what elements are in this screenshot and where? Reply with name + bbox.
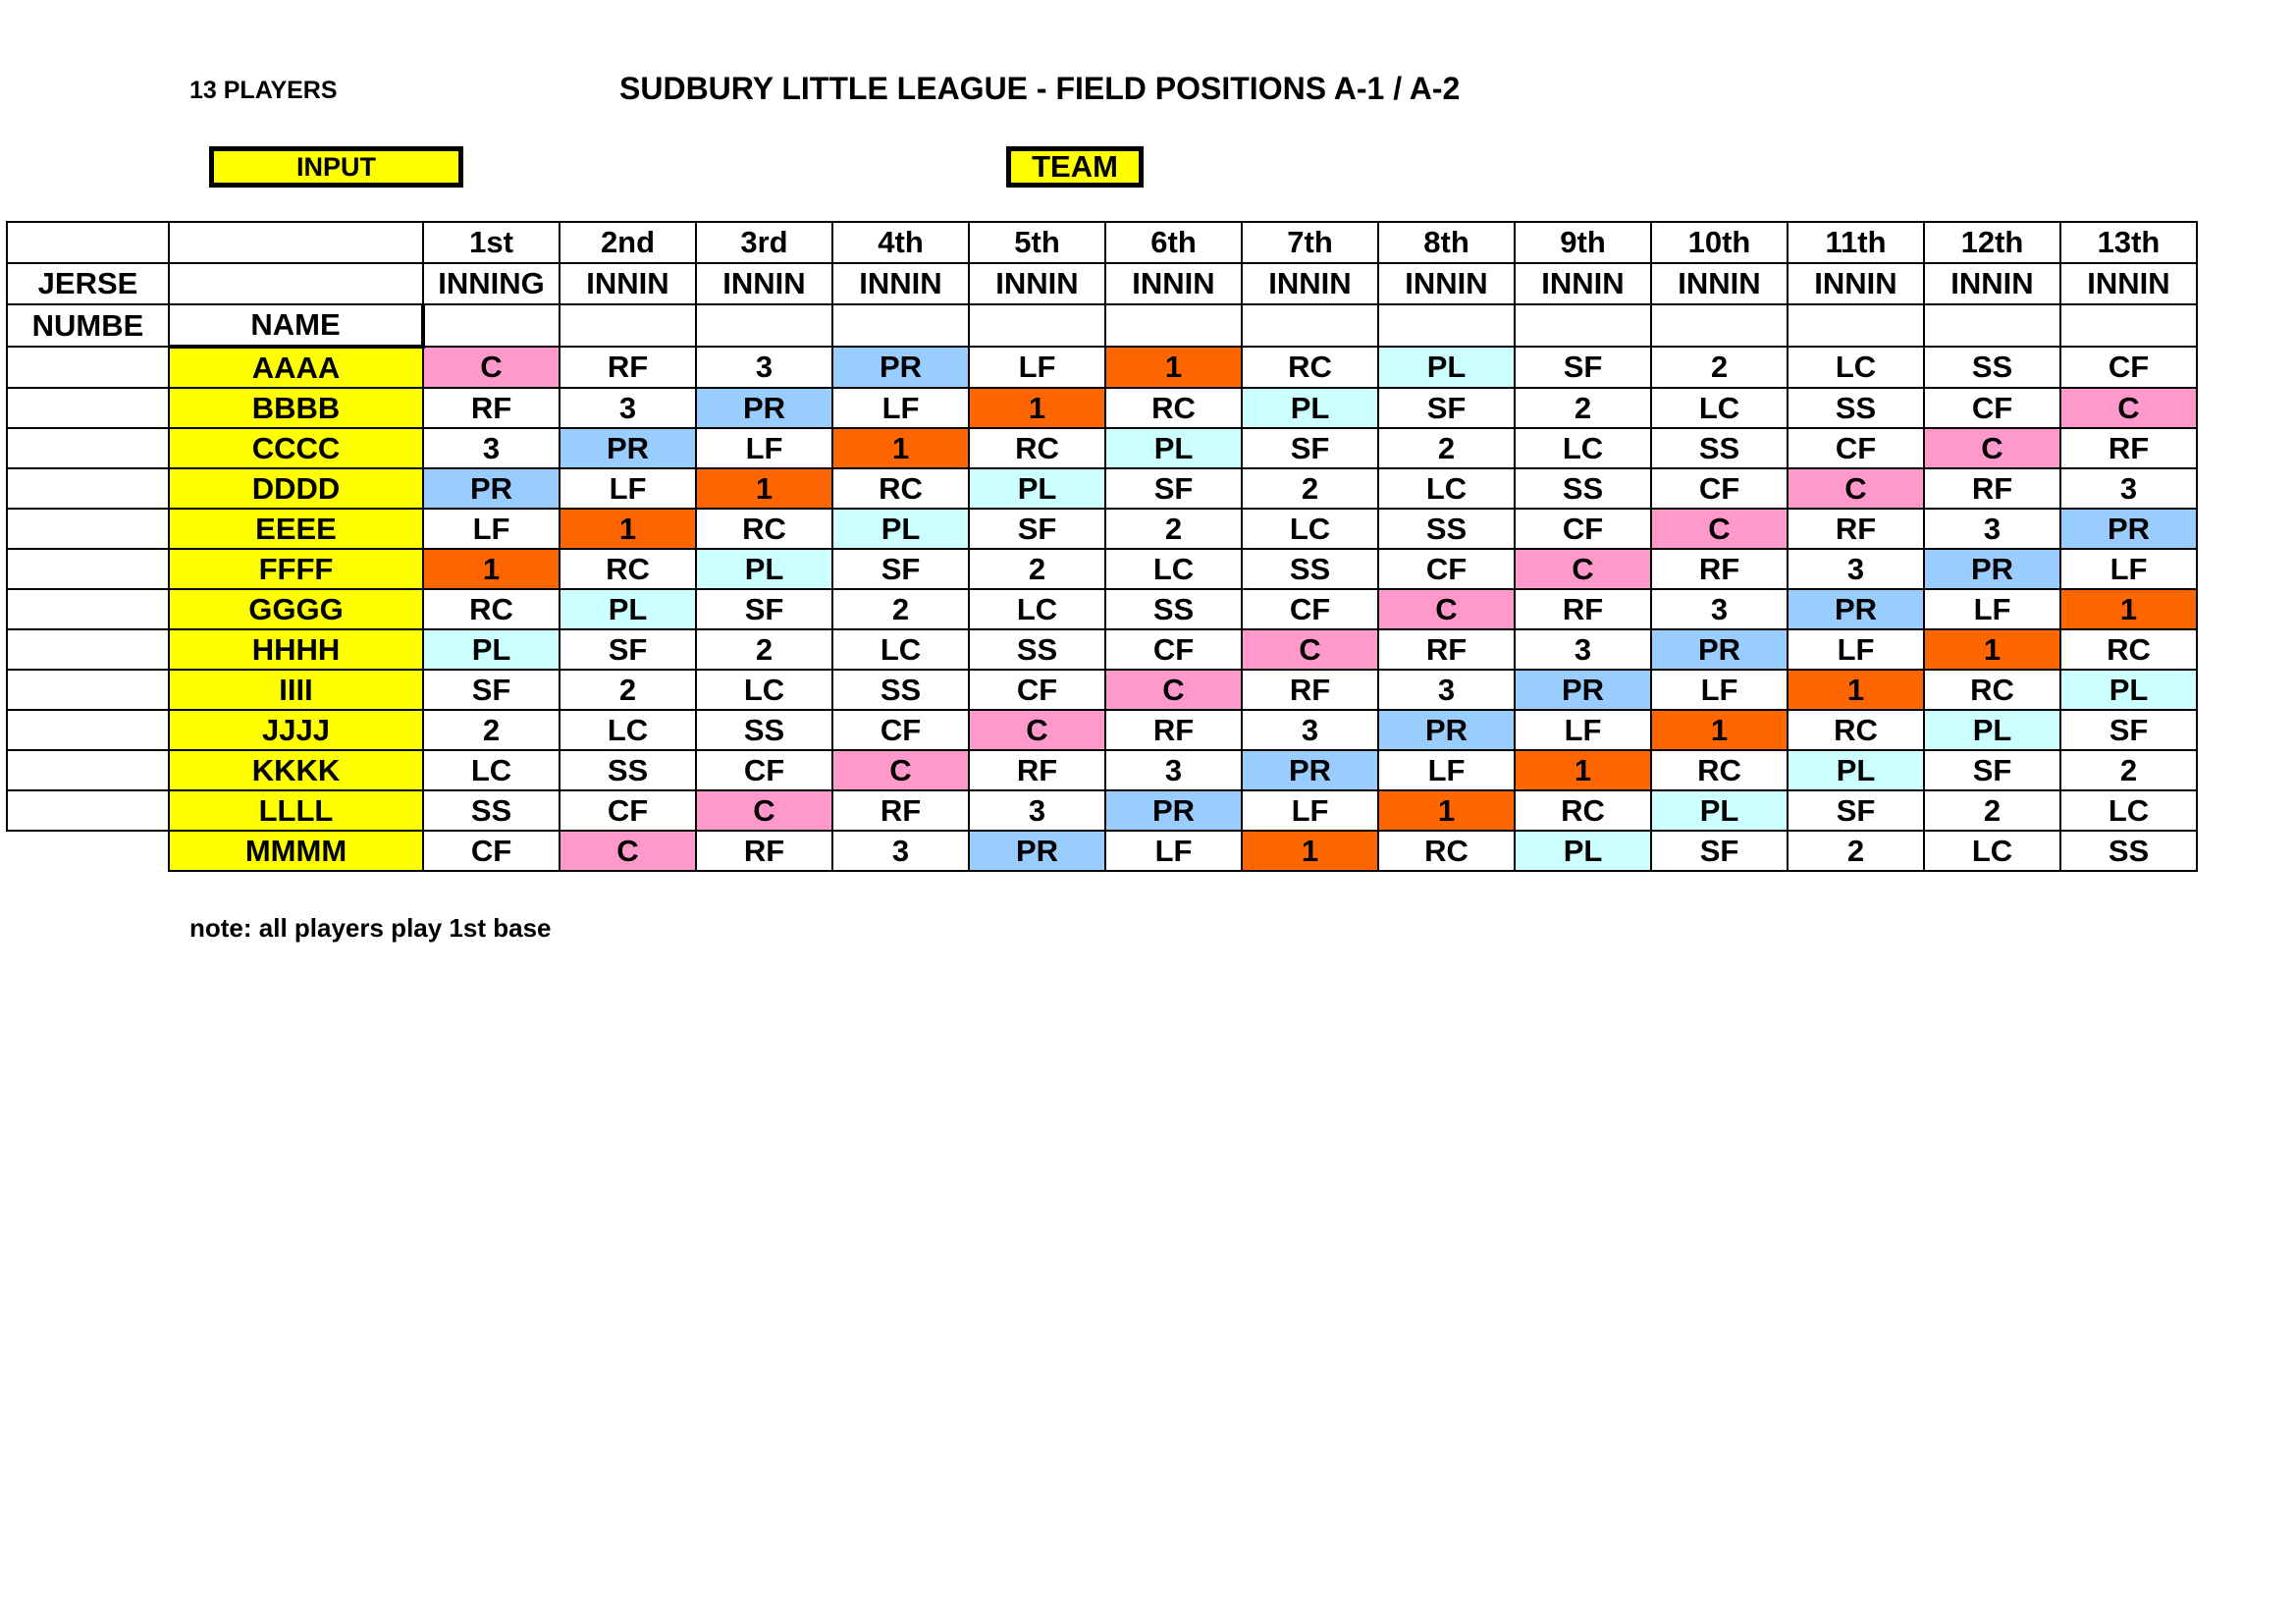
position-cell[interactable]: SF xyxy=(1651,831,1788,871)
position-cell[interactable]: C xyxy=(832,750,969,790)
player-count: 13 PLAYERS xyxy=(189,77,338,104)
position-cell[interactable]: 3 xyxy=(560,388,696,428)
inning-label: INNIN xyxy=(1924,263,2060,304)
inning-label: INNIN xyxy=(1515,263,1651,304)
position-cell[interactable]: 1 xyxy=(1924,629,2060,670)
position-cell[interactable]: 2 xyxy=(832,589,969,629)
position-cell[interactable]: 1 xyxy=(1105,347,1242,388)
position-cell[interactable]: 3 xyxy=(696,347,832,388)
table-row xyxy=(7,549,2197,589)
position-cell[interactable]: SS xyxy=(1105,589,1242,629)
jersey-number-cell xyxy=(7,428,169,468)
jersey-header-bottom: NUMBE xyxy=(7,304,169,347)
position-cell[interactable]: SF xyxy=(423,670,560,710)
inning-ordinal: 6th xyxy=(1105,222,1242,263)
position-cell[interactable]: LC xyxy=(560,710,696,750)
position-cell[interactable]: RC xyxy=(1242,347,1378,388)
position-cell[interactable]: PR xyxy=(1788,589,1924,629)
table-row xyxy=(7,670,2197,710)
position-cell[interactable]: RF xyxy=(1105,710,1242,750)
position-cell[interactable]: RC xyxy=(1378,831,1515,871)
player-name[interactable]: HHHH xyxy=(169,629,423,670)
inning-label: INNIN xyxy=(832,263,969,304)
position-cell[interactable]: 1 xyxy=(1515,750,1651,790)
position-cell[interactable]: RF xyxy=(560,347,696,388)
position-cell[interactable]: 2 xyxy=(1924,790,2060,831)
page-title: SUDBURY LITTLE LEAGUE - FIELD POSITIONS A-1 / A-2 xyxy=(619,71,1461,106)
position-cell[interactable]: PL xyxy=(969,468,1105,509)
position-cell[interactable]: CF xyxy=(423,831,560,871)
jersey-number-cell xyxy=(7,468,169,509)
table-row xyxy=(7,589,2197,629)
footnote: note: all players play 1st base xyxy=(189,913,552,943)
position-cell[interactable]: LC xyxy=(969,589,1105,629)
position-cell[interactable]: LC xyxy=(423,750,560,790)
position-cell[interactable]: SS xyxy=(832,670,969,710)
position-cell[interactable]: 2 xyxy=(1378,428,1515,468)
position-cell[interactable]: SS xyxy=(969,629,1105,670)
position-cell[interactable]: 2 xyxy=(1515,388,1651,428)
inning-label: INNIN xyxy=(2060,263,2197,304)
position-cell[interactable]: LF xyxy=(1242,790,1378,831)
position-cell[interactable]: 2 xyxy=(969,549,1105,589)
position-cell[interactable]: SF xyxy=(1924,750,2060,790)
name-header: NAME xyxy=(169,304,423,347)
inning-header-empty xyxy=(832,304,969,347)
position-cell[interactable]: RC xyxy=(1515,790,1651,831)
jersey-number-cell xyxy=(7,750,169,790)
position-cell[interactable]: PR xyxy=(560,428,696,468)
jersey-number-cell xyxy=(7,710,169,750)
position-cell[interactable]: CF xyxy=(969,670,1105,710)
position-cell[interactable]: PL xyxy=(1651,790,1788,831)
position-cell[interactable]: RC xyxy=(1651,750,1788,790)
player-name[interactable]: AAAA xyxy=(169,347,423,388)
inning-header-empty xyxy=(1378,304,1515,347)
position-cell[interactable]: PR xyxy=(832,347,969,388)
table-row xyxy=(7,388,2197,428)
position-cell[interactable]: SF xyxy=(832,549,969,589)
position-cell[interactable]: RC xyxy=(1105,388,1242,428)
position-cell[interactable]: LC xyxy=(696,670,832,710)
inning-header-empty xyxy=(2060,304,2197,347)
position-cell[interactable]: 1 xyxy=(423,549,560,589)
table-row xyxy=(7,629,2197,670)
position-cell[interactable]: RF xyxy=(1788,509,1924,549)
position-cell[interactable]: 2 xyxy=(696,629,832,670)
inning-header-empty xyxy=(1924,304,2060,347)
inning-ordinal: 9th xyxy=(1515,222,1651,263)
position-cell[interactable]: RC xyxy=(696,509,832,549)
position-cell[interactable]: RC xyxy=(423,589,560,629)
player-name[interactable]: DDDD xyxy=(169,468,423,509)
position-cell[interactable]: SF xyxy=(1105,468,1242,509)
position-cell[interactable]: C xyxy=(1105,670,1242,710)
inning-header-empty xyxy=(1651,304,1788,347)
position-cell[interactable]: RF xyxy=(423,388,560,428)
position-cell[interactable]: RC xyxy=(2060,629,2197,670)
position-cell[interactable]: RC xyxy=(1788,710,1924,750)
position-cell[interactable]: C xyxy=(1651,509,1788,549)
position-cell[interactable]: LF xyxy=(969,347,1105,388)
position-cell[interactable]: CF xyxy=(1242,589,1378,629)
position-cell[interactable]: SS xyxy=(2060,831,2197,871)
position-cell[interactable]: C xyxy=(969,710,1105,750)
position-cell[interactable]: RC xyxy=(969,428,1105,468)
position-cell[interactable]: LC xyxy=(1242,509,1378,549)
position-cell[interactable]: PR xyxy=(1242,750,1378,790)
position-cell[interactable]: CF xyxy=(1788,428,1924,468)
position-cell[interactable]: SS xyxy=(1242,549,1378,589)
position-cell[interactable]: LF xyxy=(696,428,832,468)
jersey-number-cell xyxy=(7,347,169,388)
header-row-ordinals xyxy=(7,222,2197,263)
position-cell[interactable]: RF xyxy=(969,750,1105,790)
player-name[interactable]: LLLL xyxy=(169,790,423,831)
position-cell[interactable]: CF xyxy=(1924,388,2060,428)
position-cell[interactable]: 3 xyxy=(1924,509,2060,549)
position-cell[interactable]: RF xyxy=(1378,629,1515,670)
position-cell[interactable]: 3 xyxy=(2060,468,2197,509)
player-name[interactable]: FFFF xyxy=(169,549,423,589)
player-name[interactable]: KKKK xyxy=(169,750,423,790)
position-cell[interactable]: C xyxy=(560,831,696,871)
position-cell[interactable]: C xyxy=(696,790,832,831)
position-cell[interactable]: C xyxy=(1378,589,1515,629)
position-cell[interactable]: PL xyxy=(1105,428,1242,468)
position-cell[interactable]: 2 xyxy=(1242,468,1378,509)
position-cell[interactable]: 3 xyxy=(969,790,1105,831)
position-cell[interactable]: LF xyxy=(1788,629,1924,670)
position-cell[interactable]: CF xyxy=(2060,347,2197,388)
inning-label: INNIN xyxy=(1788,263,1924,304)
inning-header-empty xyxy=(969,304,1105,347)
position-cell[interactable]: LC xyxy=(1378,468,1515,509)
player-name[interactable]: MMMM xyxy=(169,831,423,871)
jersey-number-cell xyxy=(7,388,169,428)
jersey-number-cell xyxy=(7,509,169,549)
position-cell[interactable]: PL xyxy=(1924,710,2060,750)
position-cell[interactable]: RF xyxy=(696,831,832,871)
inning-header-empty xyxy=(1788,304,1924,347)
position-cell[interactable]: SS xyxy=(423,790,560,831)
position-cell[interactable]: CF xyxy=(1105,629,1242,670)
table-row xyxy=(7,428,2197,468)
position-cell[interactable]: SF xyxy=(1788,790,1924,831)
position-cell[interactable]: 1 xyxy=(1378,790,1515,831)
position-cell[interactable]: SS xyxy=(1788,388,1924,428)
position-cell[interactable]: 3 xyxy=(1105,750,1242,790)
inning-label: INNIN xyxy=(696,263,832,304)
position-cell[interactable]: PL xyxy=(1378,347,1515,388)
position-cell[interactable]: SS xyxy=(1515,468,1651,509)
position-cell[interactable]: C xyxy=(1515,549,1651,589)
position-cell[interactable]: RC xyxy=(832,468,969,509)
position-cell[interactable]: PL xyxy=(832,509,969,549)
jersey-number-cell xyxy=(7,831,169,871)
position-cell[interactable]: 1 xyxy=(969,388,1105,428)
position-cell[interactable]: SS xyxy=(1378,509,1515,549)
position-cell[interactable]: C xyxy=(2060,388,2197,428)
position-cell[interactable]: SF xyxy=(1515,347,1651,388)
position-cell[interactable]: PL xyxy=(1515,831,1651,871)
position-cell[interactable]: SS xyxy=(696,710,832,750)
inning-header-empty xyxy=(1242,304,1378,347)
position-cell[interactable]: PR xyxy=(1378,710,1515,750)
position-cell[interactable]: RF xyxy=(832,790,969,831)
position-cell[interactable]: 2 xyxy=(1651,347,1788,388)
player-name[interactable]: BBBB xyxy=(169,388,423,428)
input-button[interactable]: INPUT xyxy=(209,146,463,188)
inning-ordinal: 13th xyxy=(2060,222,2197,263)
position-cell[interactable]: SF xyxy=(2060,710,2197,750)
position-cell[interactable]: SF xyxy=(1242,428,1378,468)
inning-header-empty xyxy=(696,304,832,347)
position-cell[interactable]: 2 xyxy=(2060,750,2197,790)
position-cell[interactable]: SS xyxy=(1651,428,1788,468)
table-row xyxy=(7,750,2197,790)
table-row xyxy=(7,790,2197,831)
position-cell[interactable]: 1 xyxy=(2060,589,2197,629)
position-cell[interactable]: RF xyxy=(1924,468,2060,509)
position-cell[interactable]: C xyxy=(423,347,560,388)
jersey-header-blank xyxy=(7,222,169,263)
inning-header-empty xyxy=(1105,304,1242,347)
position-cell[interactable]: RF xyxy=(1242,670,1378,710)
position-cell[interactable]: LF xyxy=(423,509,560,549)
position-cell[interactable]: LF xyxy=(2060,549,2197,589)
player-name[interactable]: EEEE xyxy=(169,509,423,549)
position-cell[interactable]: LF xyxy=(1378,750,1515,790)
position-cell[interactable]: PR xyxy=(1924,549,2060,589)
position-cell[interactable]: 1 xyxy=(1242,831,1378,871)
position-cell[interactable]: PL xyxy=(696,549,832,589)
position-cell[interactable]: 3 xyxy=(1242,710,1378,750)
position-cell[interactable]: CF xyxy=(696,750,832,790)
jersey-number-cell xyxy=(7,629,169,670)
position-cell[interactable]: LF xyxy=(1105,831,1242,871)
position-cell[interactable]: RF xyxy=(1651,549,1788,589)
position-cell[interactable]: RC xyxy=(560,549,696,589)
inning-header-empty xyxy=(560,304,696,347)
position-cell[interactable]: PR xyxy=(969,831,1105,871)
inning-label: INNIN xyxy=(1105,263,1242,304)
position-cell[interactable]: LC xyxy=(2060,790,2197,831)
name-header-blank xyxy=(169,222,423,263)
position-cell[interactable]: PR xyxy=(1651,629,1788,670)
position-cell[interactable]: C xyxy=(1924,428,2060,468)
jersey-number-cell xyxy=(7,670,169,710)
team-button[interactable]: TEAM xyxy=(1006,146,1144,188)
position-cell[interactable]: CF xyxy=(560,790,696,831)
inning-ordinal: 4th xyxy=(832,222,969,263)
position-cell[interactable]: 3 xyxy=(832,831,969,871)
position-cell[interactable]: CF xyxy=(1378,549,1515,589)
inning-ordinal: 2nd xyxy=(560,222,696,263)
jersey-header-top: JERSE xyxy=(7,263,169,304)
position-cell[interactable]: PL xyxy=(2060,670,2197,710)
jersey-number-cell xyxy=(7,589,169,629)
position-cell[interactable]: 3 xyxy=(1651,589,1788,629)
position-cell[interactable]: PL xyxy=(1242,388,1378,428)
position-cell[interactable]: 1 xyxy=(832,428,969,468)
position-cell[interactable]: SS xyxy=(1924,347,2060,388)
inning-label: INNIN xyxy=(969,263,1105,304)
inning-label: INNING xyxy=(423,263,560,304)
position-cell[interactable]: SF xyxy=(696,589,832,629)
header-row-name xyxy=(7,304,2197,347)
position-cell[interactable]: SF xyxy=(1378,388,1515,428)
position-cell[interactable]: LF xyxy=(560,468,696,509)
name-header-blank-2 xyxy=(169,263,423,304)
position-cell[interactable]: RF xyxy=(2060,428,2197,468)
jersey-number-cell xyxy=(7,549,169,589)
position-cell[interactable]: RC xyxy=(1924,670,2060,710)
inning-label: INNIN xyxy=(1651,263,1788,304)
inning-ordinal: 12th xyxy=(1924,222,2060,263)
inning-header-empty xyxy=(1515,304,1651,347)
position-cell[interactable]: LF xyxy=(832,388,969,428)
position-cell[interactable]: LC xyxy=(1924,831,2060,871)
table-row xyxy=(7,831,2197,871)
position-cell[interactable]: 1 xyxy=(1651,710,1788,750)
inning-label: INNIN xyxy=(560,263,696,304)
inning-ordinal: 7th xyxy=(1242,222,1378,263)
position-cell[interactable]: CF xyxy=(1651,468,1788,509)
inning-ordinal: 11th xyxy=(1788,222,1924,263)
position-cell[interactable]: PL xyxy=(423,629,560,670)
position-cell[interactable]: PL xyxy=(1788,750,1924,790)
table-row xyxy=(7,347,2197,388)
inning-ordinal: 10th xyxy=(1651,222,1788,263)
position-cell[interactable]: C xyxy=(1242,629,1378,670)
position-cell[interactable]: LF xyxy=(1651,670,1788,710)
position-cell[interactable]: 1 xyxy=(696,468,832,509)
position-cell[interactable]: SF xyxy=(969,509,1105,549)
position-cell[interactable]: PR xyxy=(1515,670,1651,710)
position-cell[interactable]: CF xyxy=(1515,509,1651,549)
header-row-inning xyxy=(7,263,2197,304)
position-cell[interactable]: 1 xyxy=(560,509,696,549)
position-cell[interactable]: SF xyxy=(560,629,696,670)
position-cell[interactable]: 1 xyxy=(1788,670,1924,710)
position-cell[interactable]: CF xyxy=(832,710,969,750)
position-cell[interactable]: SS xyxy=(560,750,696,790)
inning-ordinal: 1st xyxy=(423,222,560,263)
position-cell[interactable]: 3 xyxy=(1788,549,1924,589)
table-row xyxy=(7,468,2197,509)
position-cell[interactable]: PR xyxy=(696,388,832,428)
field-positions-table xyxy=(6,221,2198,872)
player-name[interactable]: GGGG xyxy=(169,589,423,629)
position-cell[interactable]: LC xyxy=(1105,549,1242,589)
inning-ordinal: 5th xyxy=(969,222,1105,263)
position-cell[interactable]: 3 xyxy=(1378,670,1515,710)
position-cell[interactable]: PR xyxy=(1105,790,1242,831)
position-cell[interactable]: 2 xyxy=(560,670,696,710)
position-cell[interactable]: PR xyxy=(2060,509,2197,549)
position-cell[interactable]: LC xyxy=(1651,388,1788,428)
position-cell[interactable]: PR xyxy=(423,468,560,509)
position-cell[interactable]: LC xyxy=(832,629,969,670)
player-name[interactable]: CCCC xyxy=(169,428,423,468)
table-row xyxy=(7,710,2197,750)
position-cell[interactable]: 3 xyxy=(1515,629,1651,670)
inning-label: INNIN xyxy=(1242,263,1378,304)
jersey-number-cell xyxy=(7,790,169,831)
position-cell[interactable]: LC xyxy=(1788,347,1924,388)
table-row xyxy=(7,509,2197,549)
inning-header-empty xyxy=(423,304,560,347)
position-cell[interactable]: LC xyxy=(1515,428,1651,468)
position-cell[interactable]: LF xyxy=(1515,710,1651,750)
position-cell[interactable]: C xyxy=(1788,468,1924,509)
inning-ordinal: 3rd xyxy=(696,222,832,263)
player-name[interactable]: JJJJ xyxy=(169,710,423,750)
position-cell[interactable]: PL xyxy=(560,589,696,629)
position-cell[interactable]: RF xyxy=(1515,589,1651,629)
position-cell[interactable]: 2 xyxy=(1105,509,1242,549)
position-cell[interactable]: 2 xyxy=(1788,831,1924,871)
position-cell[interactable]: 2 xyxy=(423,710,560,750)
inning-label: INNIN xyxy=(1378,263,1515,304)
inning-ordinal: 8th xyxy=(1378,222,1515,263)
position-cell[interactable]: LF xyxy=(1924,589,2060,629)
player-name[interactable]: IIII xyxy=(169,670,423,710)
position-cell[interactable]: 3 xyxy=(423,428,560,468)
